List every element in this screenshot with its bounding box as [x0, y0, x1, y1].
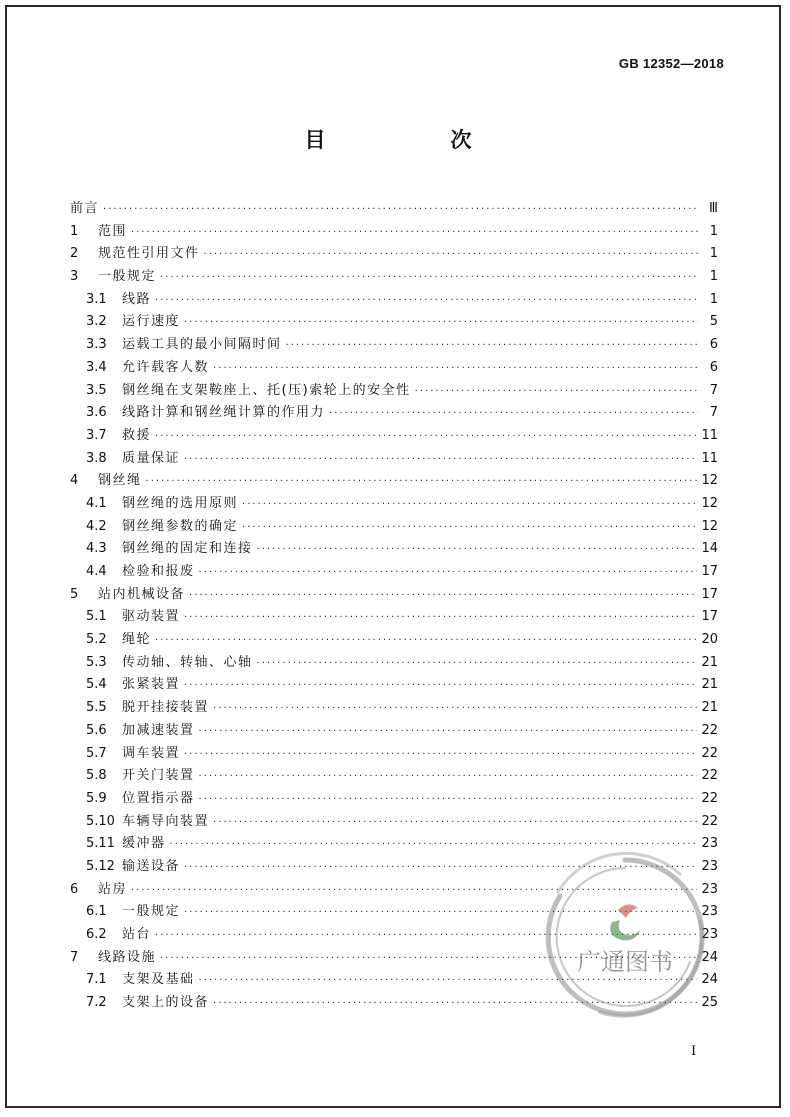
- toc-entry-label: 范围: [98, 223, 128, 239]
- toc-entry: [64, 652, 718, 675]
- toc-entry-number: 4: [70, 473, 79, 489]
- toc-entry-page: 21: [701, 677, 718, 693]
- toc-entry-label: 缓冲器: [122, 836, 166, 852]
- toc-entry-number: 5.8: [86, 768, 107, 784]
- toc-entry-number: 5.10: [86, 813, 115, 829]
- stamp-text: 广通图书: [577, 948, 673, 976]
- toc-entry-page: 20: [701, 632, 718, 648]
- toc-entry-page: 7: [709, 405, 718, 421]
- toc-leader-dots: [242, 494, 697, 517]
- toc-entry-label: 位置指示器: [122, 790, 195, 806]
- toc-entry-page: 1: [709, 291, 718, 307]
- toc-entry-label: 一般规定: [122, 904, 181, 920]
- toc-leader-dots: [213, 698, 697, 721]
- toc-entry-page: 11: [701, 427, 718, 443]
- toc-entry: [64, 448, 718, 471]
- toc-entry-label: 调车装置: [122, 745, 181, 761]
- toc-entry-page: 5: [709, 314, 718, 330]
- toc-entry-page: 24: [701, 949, 718, 965]
- toc-entry-number: 5.5: [86, 700, 107, 716]
- toc-entry-page: 23: [701, 858, 718, 874]
- toc-entry-number: 4.1: [86, 495, 107, 511]
- toc-entry-number: 6: [70, 881, 79, 897]
- toc-entry-number: 5.2: [86, 632, 107, 648]
- toc-entry-number: 5.1: [86, 609, 107, 625]
- toc-leader-dots: [184, 312, 698, 335]
- toc-entry-page: 24: [701, 972, 718, 988]
- toc-leader-dots: [189, 585, 697, 608]
- toc-entry-label: 支架及基础: [122, 972, 195, 988]
- toc-entry-number: 5.7: [86, 745, 107, 761]
- toc-leader-dots: [199, 766, 698, 789]
- toc-entry-label: 输送设备: [122, 858, 181, 874]
- toc-entry-label: 检验和报废: [122, 564, 195, 579]
- toc-entry-label: 钢丝绳: [98, 473, 142, 489]
- toc-entry: [64, 266, 718, 289]
- toc-leader-dots: [184, 607, 697, 630]
- toc-entry-page: 12: [701, 518, 718, 534]
- stamp-logo-icon: [610, 904, 640, 940]
- toc-leader-dots: [103, 199, 698, 222]
- toc-leader-dots: [155, 630, 697, 653]
- toc-entry: [64, 720, 718, 743]
- toc-entry: [64, 425, 718, 448]
- toc-entry-label: 钢丝绳的选用原则: [122, 495, 239, 511]
- toc-leader-dots: [199, 789, 698, 812]
- toc-leader-dots: [131, 222, 698, 245]
- toc-entry-label: 线路: [122, 291, 152, 307]
- toc-entry: [64, 493, 718, 516]
- toc-entry-page: 6: [709, 337, 718, 353]
- toc-entry-page: 22: [701, 722, 718, 738]
- toc-leader-dots: [415, 381, 698, 404]
- toc-entry-label: 驱动装置: [122, 609, 181, 625]
- toc-entry-number: 7.1: [86, 972, 107, 988]
- toc-entry-page: 1: [709, 269, 718, 285]
- toc-entry-label: 传动轴、转轴、心轴: [122, 654, 253, 670]
- toc-entry-page: 21: [701, 654, 718, 670]
- toc-leader-dots: [204, 244, 698, 267]
- toc-entry-number: 3.7: [86, 427, 107, 443]
- toc-leader-dots: [286, 335, 698, 358]
- toc-entry-label: 线路设施: [98, 949, 157, 965]
- toc-entry-number: 3.6: [86, 405, 107, 421]
- toc-entry-label: 脱开挂接装置: [122, 700, 210, 716]
- toc-entry: [64, 516, 718, 539]
- toc-entry-page: 22: [701, 813, 718, 829]
- toc-entry-number: 4.2: [86, 518, 107, 534]
- toc-entry-label: 站台: [122, 927, 152, 942]
- toc-entry-number: 5.12: [86, 858, 115, 874]
- toc-entry-page: 22: [701, 745, 718, 761]
- toc-leader-dots: [257, 539, 698, 562]
- toc-entry: [64, 198, 718, 221]
- toc-entry-number: 3.3: [86, 337, 107, 353]
- toc-entry-page: 12: [701, 473, 718, 489]
- toc-entry: [64, 470, 718, 493]
- toc-entry-label: 运载工具的最小间隔时间: [122, 337, 282, 353]
- toc-entry-page: 23: [701, 881, 718, 897]
- toc-entry-number: 5.11: [86, 836, 115, 852]
- toc-entry-label: 钢丝绳的固定和连接: [122, 541, 253, 557]
- toc-entry-number: 5.3: [86, 654, 107, 670]
- toc-entry: [64, 311, 718, 334]
- toc-entry-page: 23: [701, 904, 718, 920]
- toc-entry-number: 6.2: [86, 927, 107, 942]
- toc-entry: [64, 584, 718, 607]
- watermark-stamp: [540, 852, 710, 1022]
- toc-entry-label: 救援: [122, 427, 152, 443]
- toc-leader-dots: [213, 812, 697, 835]
- toc-leader-dots: [160, 267, 698, 290]
- toc-entry-label: 加减速装置: [122, 722, 195, 738]
- toc-leader-dots: [257, 653, 698, 676]
- toc-entry-label: 线路计算和钢丝绳计算的作用力: [122, 405, 326, 421]
- toc-entry-number: 3: [70, 269, 79, 285]
- toc-entry: [64, 788, 718, 811]
- toc-entry: [64, 629, 718, 652]
- toc-entry-page: 17: [701, 609, 718, 625]
- toc-entry-page: 1: [709, 223, 718, 239]
- toc-leader-dots: [184, 449, 697, 472]
- toc-entry-label: 开关门装置: [122, 768, 195, 784]
- toc-entry-page: 22: [701, 768, 718, 784]
- toc-entry-number: 7.2: [86, 995, 107, 1011]
- toc-entry-label: 车辆导向装置: [122, 813, 210, 829]
- toc-entry-label: 允许载客人数: [122, 359, 210, 375]
- toc-entry-number: 3.5: [86, 382, 107, 398]
- toc-entry: [64, 357, 718, 380]
- toc-entry-page: 1: [709, 246, 718, 262]
- toc-entry: [64, 743, 718, 766]
- toc-entry-number: 5.4: [86, 677, 107, 693]
- toc-leader-dots: [155, 290, 698, 313]
- toc-entry-page: 23: [701, 836, 718, 852]
- toc-entry: [64, 811, 718, 834]
- toc-entry-number: 5.6: [86, 722, 107, 738]
- toc-entry-page: 21: [701, 700, 718, 716]
- toc-entry-page: 6: [709, 359, 718, 375]
- toc-entry-number: 5: [70, 586, 79, 602]
- toc-entry-label: 站房: [98, 881, 128, 897]
- toc-entry-number: 7: [70, 949, 79, 965]
- page-number: I: [691, 1044, 697, 1059]
- toc-entry-number: 4.4: [86, 564, 107, 579]
- toc-entry-label: 运行速度: [122, 314, 181, 330]
- toc-entry-page: 22: [701, 790, 718, 806]
- toc-entry-label: 钢丝绳在支架鞍座上、托(压)索轮上的安全性: [122, 382, 411, 398]
- toc-leader-dots: [213, 358, 698, 381]
- standard-code: GB 12352—2018: [618, 56, 724, 71]
- toc-entry-page: 17: [701, 586, 718, 602]
- toc-entry-number: 4.3: [86, 541, 107, 557]
- toc-entry-label: 站内机械设备: [98, 586, 186, 602]
- toc-entry-label: 绳轮: [122, 632, 152, 648]
- toc-entry: [64, 697, 718, 720]
- toc-entry-number: 5.9: [86, 790, 107, 806]
- toc-entry-page: 11: [701, 450, 718, 466]
- toc-entry-page: 12: [701, 495, 718, 511]
- toc-leader-dots: [146, 471, 698, 494]
- toc-entry-label: 规范性引用文件: [98, 246, 200, 262]
- toc-entry-label: 前言: [70, 201, 100, 216]
- toc-entry-label: 张紧装置: [122, 677, 181, 693]
- toc-entry: [64, 334, 718, 357]
- toc-entry-number: 6.1: [86, 904, 107, 920]
- toc-entry: [64, 243, 718, 266]
- toc-entry: [64, 402, 718, 425]
- toc-entry: [64, 765, 718, 788]
- toc-entry-page: Ⅲ: [709, 201, 718, 216]
- toc-entry: [64, 221, 718, 244]
- toc-entry-page: 14: [701, 541, 718, 557]
- toc-leader-dots: [199, 562, 698, 585]
- toc-entry-number: 3.1: [86, 291, 107, 307]
- toc-entry-label: 钢丝绳参数的确定: [122, 518, 239, 534]
- toc-entry-label: 一般规定: [98, 269, 157, 285]
- toc-entry-label: 支架上的设备: [122, 995, 210, 1011]
- toc-entry-page: 25: [701, 995, 718, 1011]
- toc-leader-dots: [329, 403, 698, 426]
- toc-entry-label: 质量保证: [122, 450, 181, 466]
- toc-entry: [64, 380, 718, 403]
- toc-entry-number: 2: [70, 246, 79, 262]
- toc-entry-number: 3.4: [86, 359, 107, 375]
- toc-leader-dots: [242, 517, 697, 540]
- toc-entry: [64, 538, 718, 561]
- toc-entry: [64, 289, 718, 312]
- toc-leader-dots: [184, 675, 697, 698]
- toc-entry-number: 1: [70, 223, 79, 239]
- toc-entry-page: 23: [701, 927, 718, 942]
- toc-entry-number: 3.8: [86, 450, 107, 466]
- toc-entry-number: 3.2: [86, 314, 107, 330]
- toc-entry: [64, 561, 718, 584]
- toc-title: 目 次: [304, 128, 524, 152]
- toc-leader-dots: [184, 744, 697, 767]
- toc-leader-dots: [155, 426, 697, 449]
- toc-entry-page: 17: [701, 564, 718, 579]
- toc-entry: [64, 606, 718, 629]
- toc-leader-dots: [199, 721, 698, 744]
- toc-entry: [64, 674, 718, 697]
- toc-entry-page: 7: [709, 382, 718, 398]
